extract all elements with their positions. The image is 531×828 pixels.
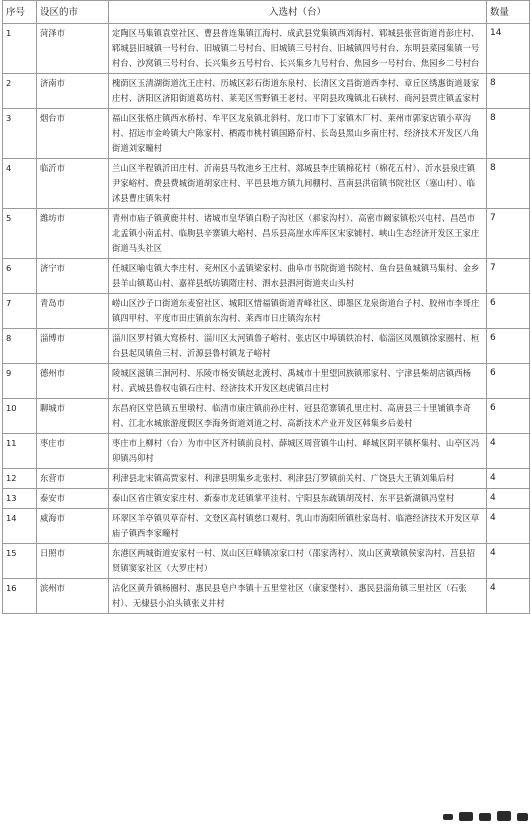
document-page bbox=[2, 0, 529, 614]
table-row bbox=[3, 259, 530, 294]
row-count: 8 bbox=[487, 159, 530, 209]
row-count: 8 bbox=[487, 109, 530, 159]
table-header-row bbox=[3, 1, 530, 24]
row-villages: 沾化区黄升镇杨圈村、惠民县皂户李镇十五里堂社区（康家堡村）、惠民县淄角镇三里社区（石张村）、无棣县小泊头镇张义井村 bbox=[109, 579, 487, 614]
row-city: 聊城市 bbox=[37, 399, 109, 434]
table-row bbox=[3, 489, 530, 509]
row-count: 4 bbox=[487, 469, 530, 489]
row-city: 菏泽市 bbox=[37, 24, 109, 74]
row-count: 7 bbox=[487, 209, 530, 259]
table-row bbox=[3, 509, 530, 544]
table-row bbox=[3, 209, 530, 259]
row-city: 日照市 bbox=[37, 544, 109, 579]
table-row bbox=[3, 399, 530, 434]
table-row bbox=[3, 469, 530, 489]
row-villages: 定陶区马集镇袁堂社区、曹县普连集镇江海村、成武县党集镇西刘海村、郓城县张营街道肖彭庄村、郓城县旧城镇一号村台、旧城镇二号村台、旧城镇三号村台、旧城镇四号村台、东明县菜园集镇一号村台、沙窝镇三号村台、长兴集乡五号村台、长兴集乡九号村台、焦园乡一号村台、焦园乡二号村台 bbox=[109, 24, 487, 74]
row-city: 泰安市 bbox=[37, 489, 109, 509]
row-count: 8 bbox=[487, 74, 530, 109]
row-city: 德州市 bbox=[37, 364, 109, 399]
village-list-table bbox=[2, 0, 530, 614]
header-index: 序号 bbox=[3, 1, 37, 24]
row-index: 11 bbox=[3, 434, 37, 469]
row-villages: 青州市庙子镇黄鹿井村、诸城市皇华镇白粉子沟社区（郝家沟村）、高密市阚家镇松兴屯村、昌邑市北孟镇小南孟村、临朐县辛寨镇大峪村、昌乐县高崖水库库区宋家铺村、峡山生态经济开发区王家庄街道马头社区 bbox=[109, 209, 487, 259]
row-villages: 崂山区沙子口街道东麦窑社区、城阳区惜福镇街道青峰社区、即墨区龙泉街道台子村、胶州市李哥庄镇四甲村、平度市田庄镇前东沟村、莱西市日庄镇沟东村 bbox=[109, 294, 487, 329]
row-index: 6 bbox=[3, 259, 37, 294]
row-index: 8 bbox=[3, 329, 37, 364]
row-villages: 陵城区滋镇三洄河村、乐陵市杨安镇赵北渡村、禹城市十里望回族镇邢家村、宁津县柴胡店镇西杨村、武城县鲁权屯镇石庄村、经济技术开发区赵虎镇吕庄村 bbox=[109, 364, 487, 399]
header-city: 设区的市 bbox=[37, 1, 109, 24]
row-villages: 兰山区半程镇沂田庄村、沂南县马牧池乡王庄村、郯城县李庄镇棉花村（棉花五村）、沂水县泉庄镇尹家峪村、费县费城街道胡家庄村、平邑县地方镇九间棚村、莒南县洪宿镇书院社区（塞山村）、临沭县曹庄镇朱村 bbox=[109, 159, 487, 209]
row-villages-highlighted bbox=[109, 74, 487, 109]
row-index: 16 bbox=[3, 579, 37, 614]
row-count: 4 bbox=[487, 509, 530, 544]
row-villages: 福山区张格庄镇西水桥村、牟平区龙泉镇北斜村、龙口市下丁家镇木厂村、莱州市郭家店镇小草沟村、招远市金岭镇大户陈家村、栖霞市桃村镇国路夼村、长岛县黑山乡南庄村、经济技术开发区八角街道刘家疃村 bbox=[109, 109, 487, 159]
row-count: 14 bbox=[487, 24, 530, 74]
row-count: 4 bbox=[487, 434, 530, 469]
table-row bbox=[3, 74, 530, 109]
row-villages: 利津县北宋镇高贾家村、利津县明集乡北张村、利津县汀罗镇前关村、广饶县大王镇刘集后村 bbox=[109, 469, 487, 489]
row-villages: 泰山区省庄镇安家庄村、新泰市龙廷镇掌平洼村、宁阳县东疏镇胡茂村、东平县新湖镇冯堂村 bbox=[109, 489, 487, 509]
row-index: 7 bbox=[3, 294, 37, 329]
row-city: 济南市 bbox=[37, 74, 109, 109]
row-city: 东营市 bbox=[37, 469, 109, 489]
table-row bbox=[3, 579, 530, 614]
row-index: 15 bbox=[3, 544, 37, 579]
row-villages: 任城区喻屯镇大李庄村、兖州区小孟镇梁家村、曲阜市书院街道书院村、鱼台县鱼城镇马集村、金乡县羊山镇葛山村、嘉祥县纸坊镇隋庄村、泗水县泗河街道夹山头村 bbox=[109, 259, 487, 294]
header-villages: 入选村（台） bbox=[109, 1, 487, 24]
row-count: 4 bbox=[487, 489, 530, 509]
row-villages: 枣庄市上柳村（台）为市中区齐村镇前良村、薛城区周营镇牛山村、峄城区阴平镇杯集村、山亭区冯卯镇冯卯村 bbox=[109, 434, 487, 469]
row-city: 青岛市 bbox=[37, 294, 109, 329]
header-count: 数量 bbox=[487, 1, 530, 24]
row-index: 4 bbox=[3, 159, 37, 209]
table-row bbox=[3, 24, 530, 74]
row-villages: 东昌府区堂邑镇五里墩村、临清市康庄镇前孙庄村、冠县范寨镇孔里庄村、高唐县三十里铺镇李奇村、江北水城旅游度假区李海务街道刘道之村、高新技术产业开发区韩集乡后姜村 bbox=[109, 399, 487, 434]
row-count: 4 bbox=[487, 579, 530, 614]
row-index: 3 bbox=[3, 109, 37, 159]
row-city: 潍坊市 bbox=[37, 209, 109, 259]
table-row bbox=[3, 294, 530, 329]
table-row bbox=[3, 109, 530, 159]
row-count: 6 bbox=[487, 329, 530, 364]
row-index: 14 bbox=[3, 509, 37, 544]
row-villages: 东港区两城街道安家村一村、岚山区巨峰镇凉家口村（邵家湾村）、岚山区黄墩镇侯家沟村、莒县招贤镇窦家社区（大罗庄村） bbox=[109, 544, 487, 579]
row-city: 枣庄市 bbox=[37, 434, 109, 469]
row-index: 2 bbox=[3, 74, 37, 109]
row-count: 4 bbox=[487, 544, 530, 579]
row-city: 临沂市 bbox=[37, 159, 109, 209]
row-index: 9 bbox=[3, 364, 37, 399]
row-count: 7 bbox=[487, 259, 530, 294]
table-row bbox=[3, 329, 530, 364]
watermark-signature bbox=[443, 810, 529, 824]
row-count: 6 bbox=[487, 399, 530, 434]
row-count: 6 bbox=[487, 364, 530, 399]
row-index: 1 bbox=[3, 24, 37, 74]
table-row bbox=[3, 544, 530, 579]
row-villages: 环翠区羊亭镇贝草夼村、文登区高村镇慈口观村、乳山市海阳所镇杜家岛村、临港经济技术开发区草庙子镇西李家疃村 bbox=[109, 509, 487, 544]
row-city: 滨州市 bbox=[37, 579, 109, 614]
row-count: 6 bbox=[487, 294, 530, 329]
row-city: 济宁市 bbox=[37, 259, 109, 294]
row-city: 威海市 bbox=[37, 509, 109, 544]
villages-plain-part: 槐荫区玉清湖街道沈王庄村、历城区彩石街道东泉村、长清区文昌街道西李村、章丘区绣惠街道聂家庄村、济阳区济阳街道葛坊村、莱芜区雪野镇王老村、平阴县玫瑰镇北石硖村、商河县贾庄镇孟家村 bbox=[112, 78, 480, 103]
table-row bbox=[3, 159, 530, 209]
row-index: 12 bbox=[3, 469, 37, 489]
table-row bbox=[3, 434, 530, 469]
table-row bbox=[3, 364, 530, 399]
row-index: 10 bbox=[3, 399, 37, 434]
row-villages: 淄川区罗村镇大窎桥村、淄川区太河镇鲁子峪村、张店区中埠镇铁冶村、临淄区凤凰镇徐家圈村、桓台县起凤镇鱼三村、沂源县鲁村镇龙子峪村 bbox=[109, 329, 487, 364]
row-city: 烟台市 bbox=[37, 109, 109, 159]
row-index: 13 bbox=[3, 489, 37, 509]
row-index: 5 bbox=[3, 209, 37, 259]
row-city: 淄博市 bbox=[37, 329, 109, 364]
